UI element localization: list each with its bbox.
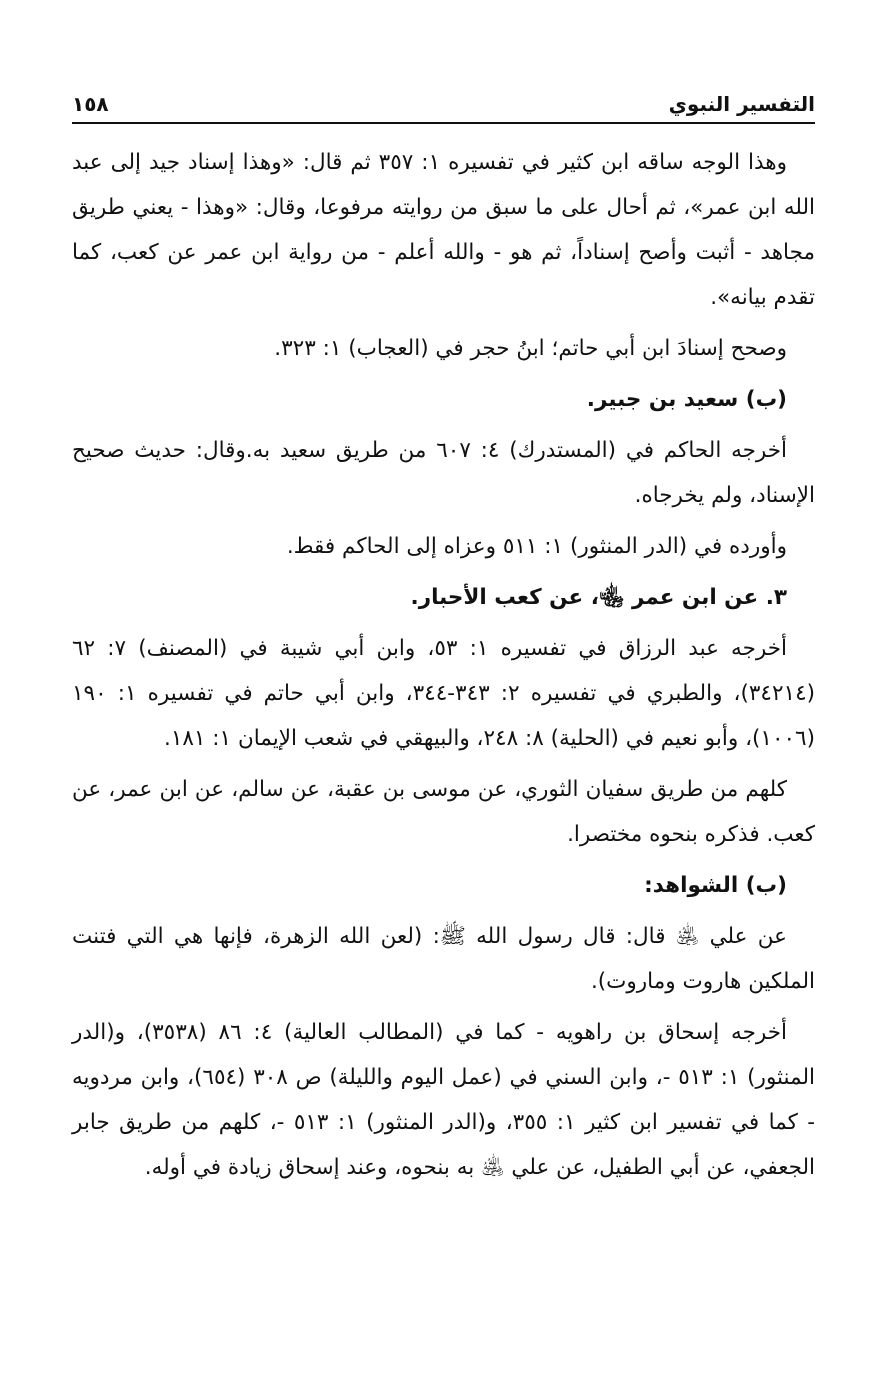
- page-body: [72, 140, 815, 1196]
- paragraph-ishaq: أخرجه إسحاق بن راهويه - كما في (المطالب العالية) ٤: ٨٦ (٣٥٣٨)، و(الدر المنثور) ١: ٥١٣ -، وابن السني في (عمل اليوم والليلة) ص ٣٠٨ (٦٥٤)، وابن مردويه - كما في تفسير ابن كثير ١: ٣٥٥، و(الدر المنثور) ١: ٥١٣ -، كلهم من طريق جابر الجعفي، عن أبي الطفيل، عن علي ﵁ به بنحوه، وعند إسحاق زيادة في أوله.: [72, 1020, 816, 1180]
- page-header: [72, 92, 815, 124]
- heading-ibn-umar-kaab: ٣. عن ابن عمر ﵄، عن كعب الأحبار.: [410, 585, 787, 610]
- paragraph-abdurrazzaq: أخرجه عبد الرزاق في تفسيره ١: ٥٣، وابن أبي شيبة في (المصنف) ٧: ٦٢ (٣٤٢١٤)، والطبري في تفسيره ٢: ٣٤٣-٣٤٤، وابن أبي حاتم في تفسيره ١: ١٩٠ (١٠٠٦)، وأبو نعيم في (الحلية) ٨: ٢٤٨، والبيهقي في شعب الإيمان ١: ١٨١.: [72, 636, 816, 751]
- page-number: ١٥٨: [72, 92, 109, 116]
- paragraph-durr-manthur: وأورده في (الدر المنثور) ١: ٥١١ وعزاه إلى الحاكم فقط.: [286, 534, 787, 559]
- paragraph-ali-hadith: عن علي ﵁ قال: قال رسول الله ﷺ: (لعن الله الزهرة، فإنها هي التي فتنت الملكين هاروت وماروت).: [72, 924, 815, 994]
- heading-saeed-ibn-jubair: (ب) سعيد بن جبير.: [586, 387, 787, 412]
- heading-shawahid: (ب) الشواهد:: [644, 873, 787, 898]
- running-title: التفسير النبوي: [668, 92, 815, 116]
- paragraph-hakim: أخرجه الحاكم في (المستدرك) ٤: ٦٠٧ من طريق سعيد به.وقال: حديث صحيح الإسناد، ولم يخرجاه.: [72, 438, 815, 508]
- paragraph-ibn-kathir: وهذا الوجه ساقه ابن كثير في تفسيره ١: ٣٥٧ ثم قال: «وهذا إسناد جيد إلى عبد الله ابن عمر»، ثم أحال على ما سبق من روايته مرفوعا، وقال: «وهذا - يعني طريق مجاهد - أثبت وأصح إسناداً، ثم هو - والله أعلم - من رواية ابن عمر عن كعب، كما تقدم بيانه».: [72, 150, 815, 310]
- paragraph-sufyan: كلهم من طريق سفيان الثوري، عن موسى بن عقبة، عن سالم، عن ابن عمر، عن كعب. فذكره بنحوه مختصرا.: [72, 777, 815, 847]
- paragraph-ibn-hajar: وصحح إسنادَ ابن أبي حاتم؛ ابنُ حجر في (العجاب) ١: ٣٢٣.: [274, 336, 787, 361]
